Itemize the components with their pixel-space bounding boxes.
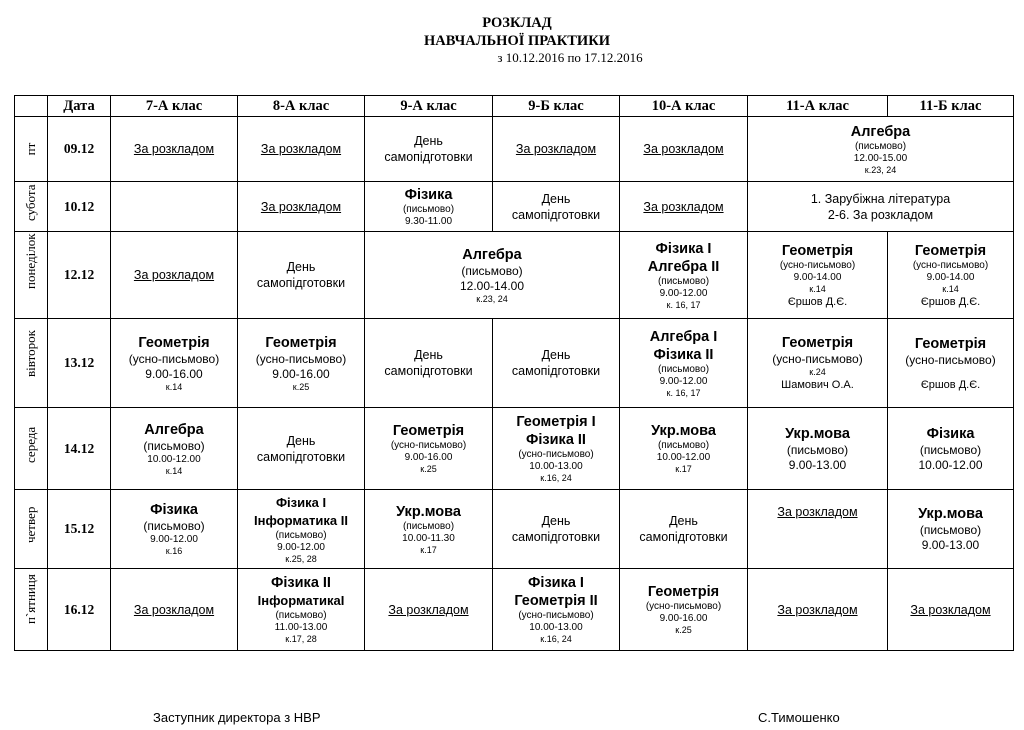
schedule-cell bbox=[620, 117, 748, 182]
date-cell: 15.12 bbox=[48, 490, 111, 569]
self-study-label: самопідготовки bbox=[511, 207, 601, 222]
exam-mode: (письмово) bbox=[657, 440, 710, 451]
exam-time: 9.00-16.00 bbox=[659, 613, 708, 624]
exam-mode: (письмово) bbox=[657, 275, 710, 287]
exam-mode: (письмово) bbox=[275, 529, 327, 541]
exam-time: 10.00-13.00 bbox=[529, 622, 583, 633]
self-study-label: самопідготовки bbox=[384, 364, 473, 378]
schedule-cell bbox=[111, 182, 238, 232]
schedule-cell bbox=[111, 117, 238, 182]
header-cell: Дата bbox=[48, 96, 111, 117]
self-study-label: День bbox=[541, 348, 571, 362]
self-study-label: День bbox=[541, 514, 571, 528]
date-cell: 10.12 bbox=[48, 182, 111, 232]
by-schedule-text: За розкладом bbox=[133, 602, 215, 617]
exam-mode: (письмово) bbox=[461, 263, 523, 278]
schedule-cell bbox=[620, 569, 748, 651]
schedule-cell bbox=[748, 232, 888, 319]
subject-name: Фізика І bbox=[655, 240, 712, 257]
schedule-cell bbox=[238, 182, 365, 232]
header-cell: 8-А клас bbox=[238, 96, 365, 117]
by-schedule-text: За розкладом bbox=[777, 505, 858, 519]
exam-time: 9.00-14.00 bbox=[793, 271, 842, 283]
day-cell: понеділок bbox=[15, 232, 48, 319]
schedule-cell bbox=[365, 408, 493, 490]
self-study-label: День bbox=[414, 348, 443, 362]
list-item: 2-6. За розкладом bbox=[827, 207, 934, 222]
schedule-cell bbox=[238, 117, 365, 182]
schedule-cell bbox=[111, 408, 238, 490]
exam-time: 10.00-12.00 bbox=[656, 452, 711, 463]
schedule-cell bbox=[888, 408, 1014, 490]
schedule-cell bbox=[493, 490, 620, 569]
room-number: к.14 bbox=[165, 381, 183, 392]
table-row bbox=[15, 232, 1014, 319]
schedule-cell bbox=[748, 569, 888, 651]
by-schedule-text: За розкладом bbox=[133, 142, 215, 156]
exam-time: 9.00-14.00 bbox=[926, 271, 975, 283]
schedule-cell bbox=[111, 232, 238, 319]
schedule-cell bbox=[493, 117, 620, 182]
schedule-cell bbox=[888, 232, 1014, 319]
header-day-cell bbox=[15, 96, 48, 117]
day-cell: середа bbox=[15, 408, 48, 490]
by-schedule-text: За розкладом bbox=[910, 602, 991, 617]
exam-mode: (письмово) bbox=[143, 438, 205, 453]
by-schedule-text: За розкладом bbox=[643, 199, 724, 214]
schedule-cell bbox=[620, 490, 748, 569]
schedule-cell bbox=[748, 319, 888, 408]
subject-name: Фізика ІІ bbox=[526, 432, 586, 448]
schedule-cell bbox=[620, 408, 748, 490]
exam-mode: (усно-письмово) bbox=[390, 440, 467, 451]
self-study-label: самопідготовки bbox=[511, 364, 601, 378]
table-row bbox=[15, 117, 1014, 182]
exam-mode: (усно-письмово) bbox=[128, 351, 220, 366]
subject-name: Фізика bbox=[150, 502, 198, 518]
schedule-cell bbox=[888, 319, 1014, 408]
day-cell: вівторок bbox=[15, 319, 48, 408]
room-number: к.14 bbox=[942, 283, 959, 294]
subject-name: Інформатика ІІ bbox=[254, 512, 348, 528]
schedule-cell bbox=[365, 569, 493, 651]
schedule-cell bbox=[238, 319, 365, 408]
schedule-cell bbox=[888, 569, 1014, 651]
by-schedule-text: За розкладом bbox=[133, 268, 215, 282]
header-cell: 7-А клас bbox=[111, 96, 238, 117]
schedule-cell bbox=[748, 182, 1014, 232]
self-study-label: День bbox=[541, 191, 571, 206]
room-number: к.25 bbox=[292, 381, 310, 392]
day-cell: пт bbox=[15, 117, 48, 182]
exam-mode: (письмово) bbox=[402, 520, 455, 532]
subject-name: Фізика І bbox=[528, 575, 584, 591]
exam-time: 11.00-13.00 bbox=[274, 622, 328, 633]
room-number: к.16, 24 bbox=[540, 473, 572, 483]
exam-mode: (усно-письмово) bbox=[912, 259, 989, 271]
exam-mode: (письмово) bbox=[786, 442, 849, 457]
subject-name: Геометрія bbox=[914, 242, 987, 259]
teacher-name: Шамович О.А. bbox=[781, 379, 854, 391]
self-study-label: День bbox=[286, 433, 316, 448]
exam-time: 10.00-11.30 bbox=[402, 532, 455, 544]
schedule-cell bbox=[493, 182, 620, 232]
schedule-cell bbox=[620, 319, 748, 408]
room-number: к. 16, 17 bbox=[666, 387, 701, 398]
schedule-cell bbox=[748, 408, 888, 490]
by-schedule-text: За розкладом bbox=[777, 602, 858, 617]
self-study-label: самопідготовки bbox=[256, 276, 346, 290]
self-study-label: самопідготовки bbox=[256, 449, 346, 464]
teacher-name: Єршов Д.Є. bbox=[920, 295, 981, 308]
exam-mode: (усно-письмово) bbox=[255, 351, 347, 366]
schedule-cell bbox=[365, 182, 493, 232]
by-schedule-text: За розкладом bbox=[260, 142, 342, 156]
by-schedule-text: За розкладом bbox=[643, 142, 724, 156]
date-cell: 13.12 bbox=[48, 319, 111, 408]
room-number: к.17 bbox=[420, 544, 437, 555]
subject-name: Геометрія bbox=[138, 334, 210, 351]
exam-mode: (усно-письмово) bbox=[905, 352, 996, 367]
day-cell: субота bbox=[15, 182, 48, 232]
schedule-cell bbox=[620, 232, 748, 319]
subject-name: Укр.мова bbox=[396, 503, 461, 520]
schedule-cell bbox=[111, 490, 238, 569]
self-study-label: самопідготовки bbox=[384, 150, 473, 164]
exam-mode: (усно-письмово) bbox=[518, 610, 594, 621]
exam-time: 10.00-12.00 bbox=[918, 457, 983, 472]
teacher-name: Єршов Д.Є. bbox=[787, 295, 848, 308]
exam-mode: (письмово) bbox=[919, 442, 982, 457]
room-number: к.25 bbox=[420, 464, 437, 474]
exam-mode: (усно-письмово) bbox=[518, 449, 594, 460]
page-subtitle: НАВЧАЛЬНОЇ ПРАКТИКИ bbox=[423, 33, 611, 49]
schedule-cell bbox=[365, 117, 493, 182]
subject-name: Фізика bbox=[926, 425, 975, 442]
exam-time: 9.00-16.00 bbox=[404, 452, 453, 463]
self-study-label: День bbox=[286, 260, 316, 274]
header-cell: 9-Б клас bbox=[493, 96, 620, 117]
schedule-cell bbox=[888, 490, 1014, 569]
self-study-label: самопідготовки bbox=[639, 530, 728, 544]
header-row bbox=[15, 96, 1014, 117]
subject-name: Фізика ІІ bbox=[653, 346, 714, 363]
teacher-name: Єршов Д.Є. bbox=[920, 378, 981, 391]
document-header bbox=[0, 14, 1024, 66]
table-row bbox=[15, 490, 1014, 569]
schedule-cell bbox=[365, 490, 493, 569]
table-row bbox=[15, 569, 1014, 651]
subject-name: Геометрія bbox=[914, 335, 987, 352]
exam-mode: (усно-письмово) bbox=[772, 352, 863, 366]
exam-time: 9.00-12.00 bbox=[150, 534, 198, 545]
schedule-table bbox=[14, 95, 1014, 651]
room-number: к.14 bbox=[165, 465, 183, 476]
exam-mode: (усно-письмово) bbox=[779, 259, 856, 271]
table-row bbox=[15, 319, 1014, 408]
schedule-cell bbox=[238, 490, 365, 569]
period-text: з 10.12.2016 по 17.12.2016 bbox=[497, 50, 643, 65]
subject-name: Алгебра bbox=[462, 246, 522, 263]
date-cell: 09.12 bbox=[48, 117, 111, 182]
exam-time: 12.00-15.00 bbox=[853, 152, 908, 164]
table-row bbox=[15, 408, 1014, 490]
date-cell: 16.12 bbox=[48, 569, 111, 651]
subject-name: Фізика ІІ bbox=[271, 575, 331, 591]
table-row bbox=[15, 182, 1014, 232]
schedule-cell bbox=[493, 569, 620, 651]
subject-name: Геометрія bbox=[781, 335, 854, 351]
header-cell: 10-А клас bbox=[620, 96, 748, 117]
signature-name: С.Тимошенко bbox=[758, 710, 840, 725]
by-schedule-text: За розкладом bbox=[260, 199, 342, 214]
exam-time: 9.30-11.00 bbox=[404, 215, 453, 227]
subject-name: Геометрія ІІ bbox=[514, 593, 598, 609]
exam-time: 9.00-12.00 bbox=[659, 287, 708, 299]
header-cell: 11-А клас bbox=[748, 96, 888, 117]
exam-mode: (письмово) bbox=[919, 523, 982, 537]
subject-name: Алгебра bbox=[850, 123, 911, 140]
room-number: к.24 bbox=[809, 367, 826, 377]
room-number: к.14 bbox=[809, 283, 826, 294]
subject-name: Фізика І bbox=[275, 494, 327, 510]
by-schedule-text: За розкладом bbox=[388, 602, 469, 617]
room-number: к.23, 24 bbox=[476, 293, 508, 304]
exam-mode: (письмово) bbox=[143, 519, 205, 533]
page-title: РОЗКЛАД bbox=[482, 15, 552, 31]
date-cell: 12.12 bbox=[48, 232, 111, 319]
exam-mode: (письмово) bbox=[275, 610, 327, 621]
schedule-cell bbox=[111, 319, 238, 408]
by-schedule-text: За розкладом bbox=[515, 142, 597, 156]
subject-name: Геометрія І bbox=[516, 414, 596, 430]
subject-name: Геометрія bbox=[265, 334, 337, 351]
exam-mode: (письмово) bbox=[854, 140, 907, 152]
schedule-cell bbox=[493, 319, 620, 408]
room-number: к.23, 24 bbox=[864, 164, 897, 175]
header-cell: 9-А клас bbox=[365, 96, 493, 117]
exam-mode: (усно-письмово) bbox=[645, 601, 722, 612]
subject-name: Укр.мова bbox=[918, 506, 983, 522]
subject-name: Геометрія bbox=[647, 584, 720, 600]
subject-name: Алгебра ІІ bbox=[647, 258, 720, 275]
room-number: к.17, 28 bbox=[285, 634, 317, 644]
exam-time: 9.00-13.00 bbox=[788, 457, 847, 472]
exam-time: 10.00-12.00 bbox=[147, 453, 201, 465]
list-item: 1. Зарубіжна література bbox=[810, 191, 951, 206]
self-study-label: День bbox=[414, 134, 443, 148]
schedule-cell bbox=[620, 182, 748, 232]
exam-time: 9.00-13.00 bbox=[921, 538, 980, 552]
exam-time: 9.00-12.00 bbox=[277, 541, 325, 553]
day-cell: четвер bbox=[15, 490, 48, 569]
exam-time: 9.00-12.00 bbox=[659, 375, 708, 387]
date-cell: 14.12 bbox=[48, 408, 111, 490]
schedule-cell bbox=[111, 569, 238, 651]
room-number: к.17 bbox=[675, 464, 692, 474]
subject-name: Укр.мова bbox=[651, 423, 716, 439]
subject-name: Фізика bbox=[404, 186, 453, 203]
exam-mode: (письмово) bbox=[657, 363, 710, 375]
room-number: к.25 bbox=[675, 625, 692, 635]
self-study-label: самопідготовки bbox=[511, 530, 601, 544]
schedule-cell bbox=[365, 232, 620, 319]
day-cell: п`ятниця bbox=[15, 569, 48, 651]
subject-name: Геометрія bbox=[781, 242, 854, 259]
schedule-cell bbox=[493, 408, 620, 490]
schedule-cell bbox=[238, 408, 365, 490]
header-cell: 11-Б клас bbox=[888, 96, 1014, 117]
exam-time: 9.00-16.00 bbox=[272, 366, 330, 381]
room-number: к. 16, 17 bbox=[666, 299, 701, 310]
subject-name: Алгебра bbox=[144, 421, 204, 438]
exam-time: 12.00-14.00 bbox=[459, 278, 525, 293]
schedule-cell bbox=[365, 319, 493, 408]
subject-name: Алгебра І bbox=[649, 328, 718, 345]
self-study-label: День bbox=[669, 514, 698, 528]
exam-time: 10.00-13.00 bbox=[529, 461, 583, 472]
schedule-cell bbox=[748, 117, 1014, 182]
subject-name: Геометрія bbox=[392, 423, 465, 439]
schedule-cell bbox=[238, 232, 365, 319]
subject-name: Укр.мова bbox=[785, 425, 850, 442]
exam-mode: (письмово) bbox=[402, 203, 455, 215]
exam-time: 9.00-16.00 bbox=[145, 366, 203, 381]
schedule-cell bbox=[238, 569, 365, 651]
room-number: к.16 bbox=[165, 546, 183, 556]
signature-position: Заступник директора з НВР bbox=[153, 710, 321, 725]
schedule-cell bbox=[748, 490, 888, 569]
subject-name: ІнформатикаІ bbox=[257, 593, 345, 608]
room-number: к.25, 28 bbox=[285, 553, 317, 564]
room-number: к.16, 24 bbox=[540, 634, 572, 644]
